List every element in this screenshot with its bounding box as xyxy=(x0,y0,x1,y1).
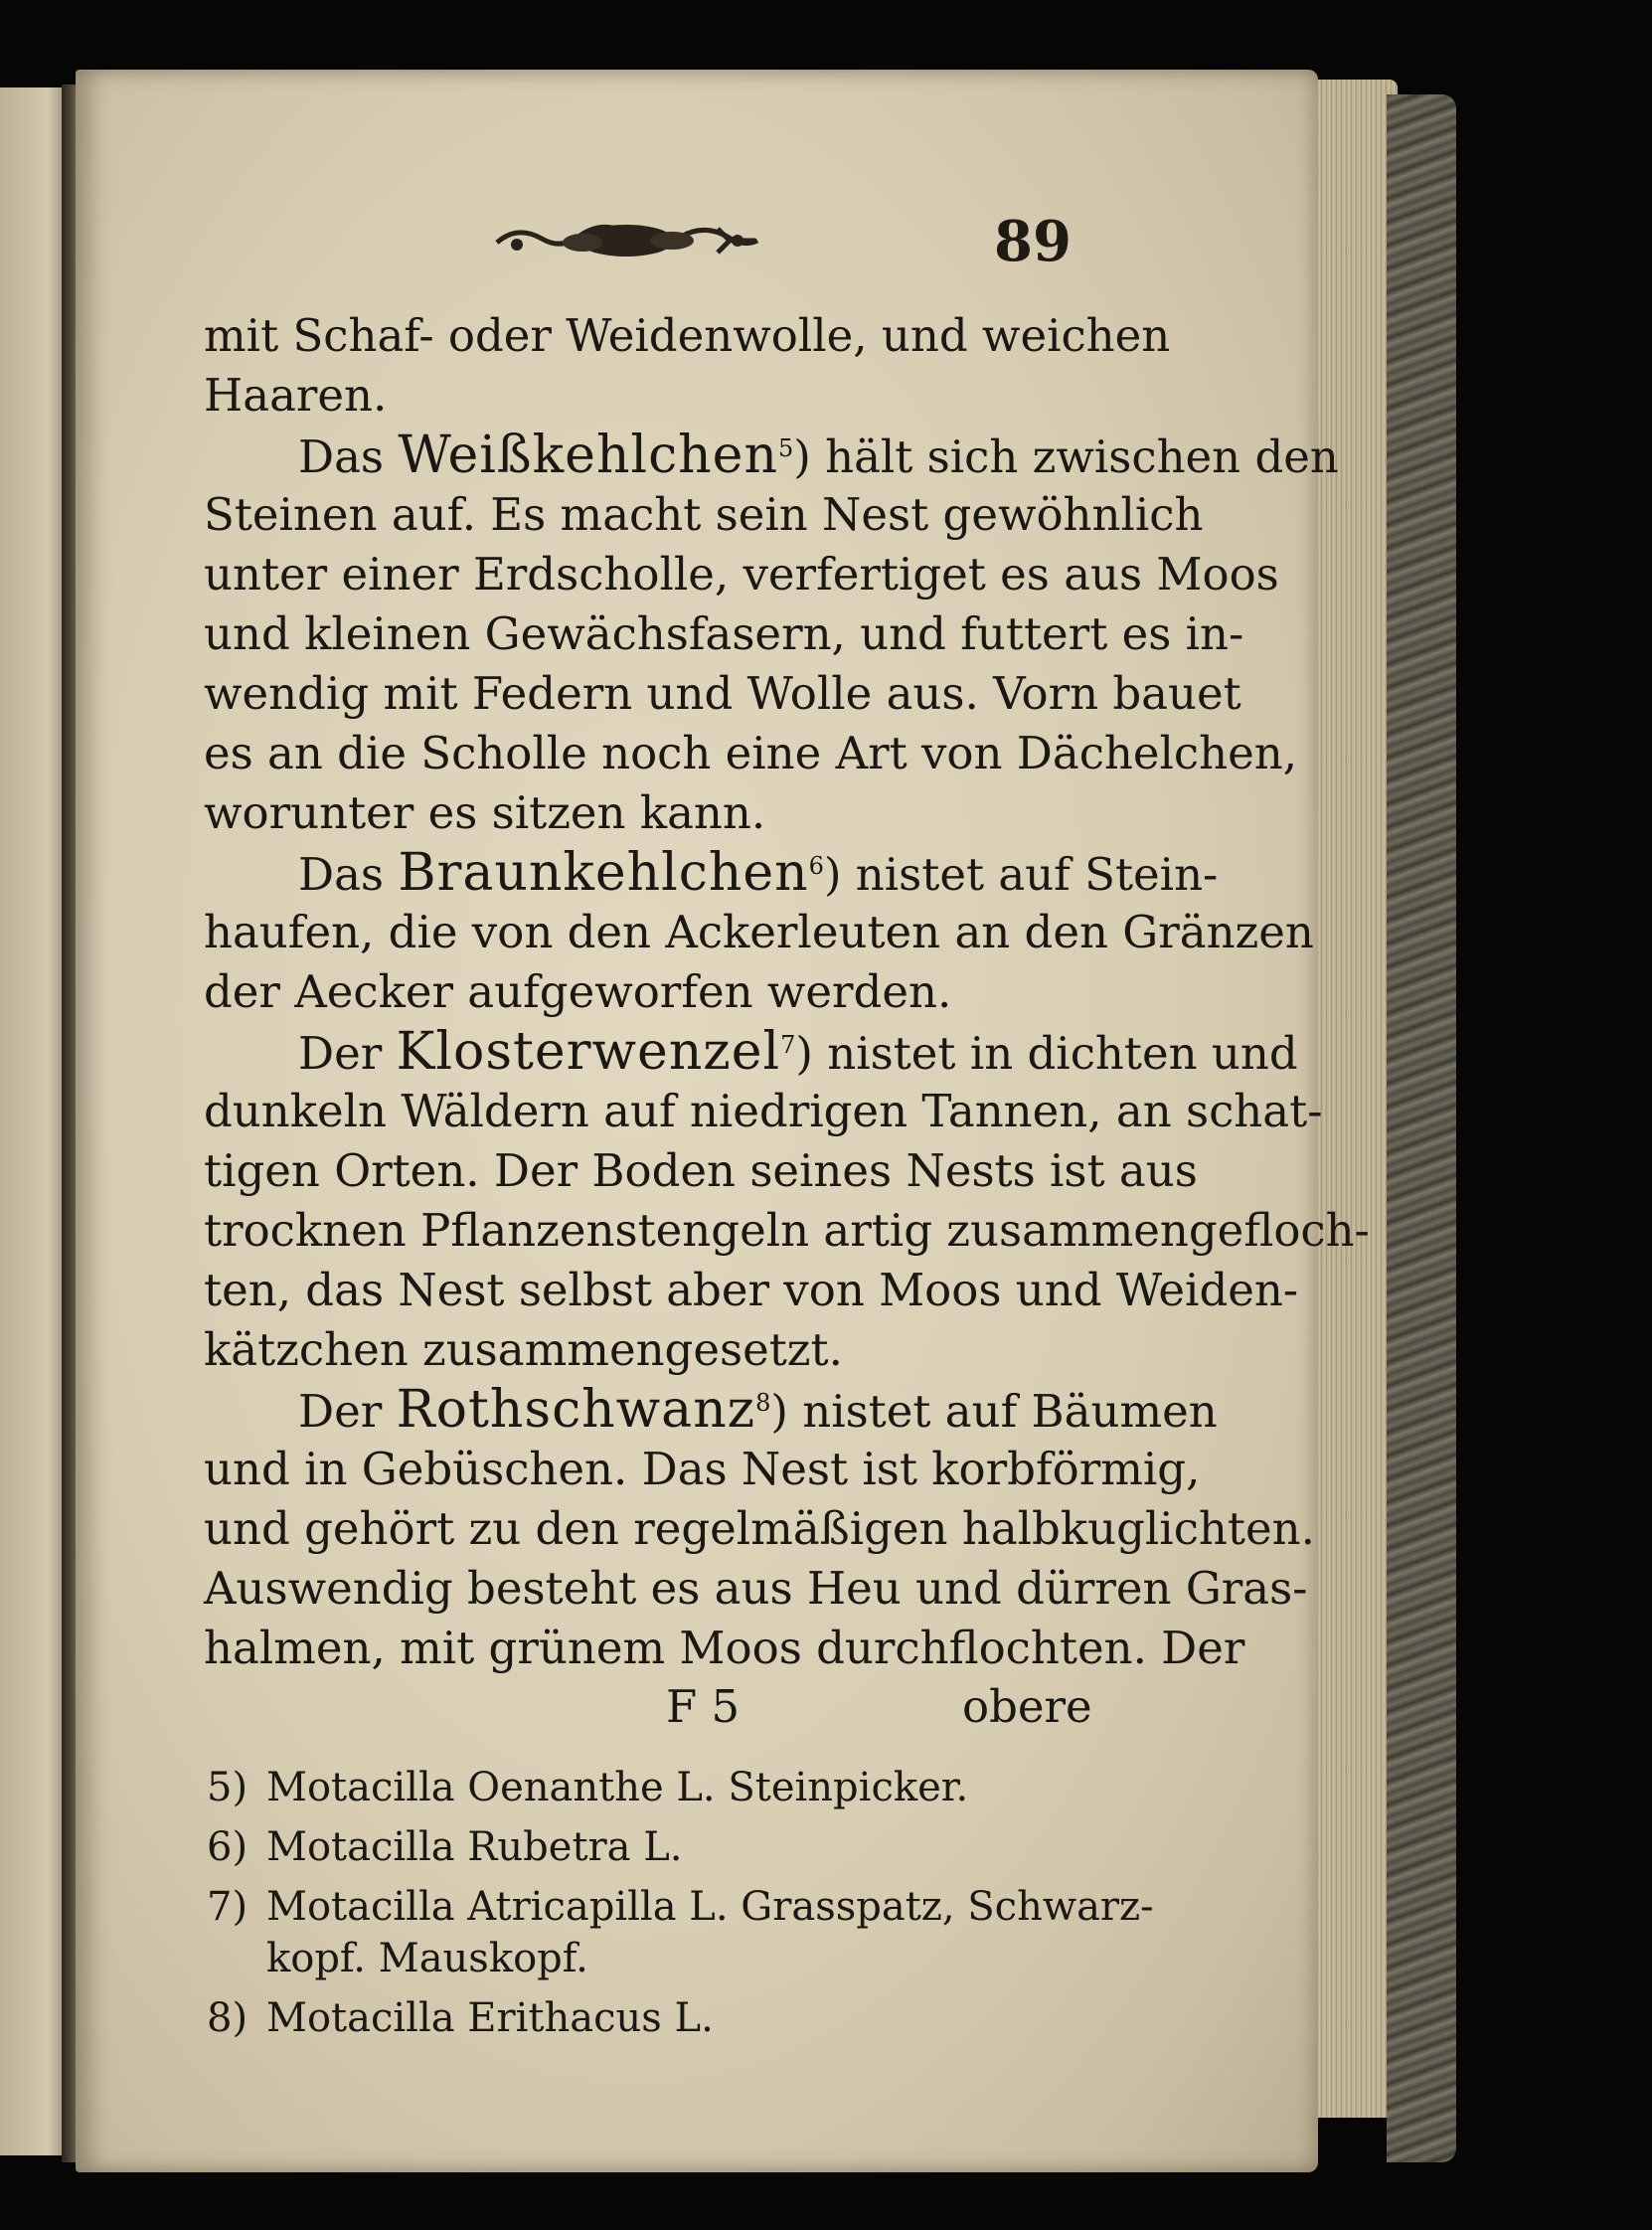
paragraph-weisskehlchen-lead: Das Weißkehlchen$^5$) hält sich zwischen den xyxy=(298,426,1339,485)
species-term: Klosterwenzel xyxy=(396,1022,781,1082)
text-line: unter einer Erdscholle, verfertiget es aus Moos xyxy=(204,548,1279,600)
text-line: und in Gebüschen. Das Nest ist korbförmig, xyxy=(204,1443,1201,1495)
paragraph-klosterwenzel-lead: Der Klosterwenzel$^7$) nistet in dichten und xyxy=(298,1022,1298,1082)
text-line: ten, das Nest selbst aber von Moos und Weiden- xyxy=(204,1264,1299,1316)
text-line: Auswendig besteht es aus Heu und dürren Gras- xyxy=(204,1562,1308,1615)
text-line: Haaren. xyxy=(204,369,388,422)
text-line: mit Schaf- oder Weidenwolle, und weichen xyxy=(204,309,1171,362)
text-line: und kleinen Gewächsfasern, und futtert es in- xyxy=(204,607,1244,660)
footnote-ref: 6 xyxy=(808,852,824,880)
paragraph-rothschwanz-lead: Der Rothschwanz$^8$) nistet auf Bäumen xyxy=(298,1380,1218,1440)
catchword: obere xyxy=(962,1680,1092,1733)
footnote-ref: 5 xyxy=(777,434,794,462)
text-line: es an die Scholle noch eine Art von Dächelchen, xyxy=(204,727,1298,779)
species-term: Rothschwanz xyxy=(396,1380,756,1440)
text-line: wendig mit Federn und Wolle aus. Vorn bauet xyxy=(204,667,1241,720)
text-line: dunkeln Wäldern auf niedrigen Tannen, an schat- xyxy=(204,1085,1323,1137)
text-line: Steinen auf. Es macht sein Nest gewöhnlich xyxy=(204,488,1204,541)
footnote-ref: 8 xyxy=(755,1389,771,1417)
footnote-item: 6) Motacilla Rubetra L. xyxy=(207,1824,683,1870)
text-line: trocknen Pflanzenstengeln artig zusammengefloch- xyxy=(204,1204,1370,1257)
footnote-continuation: kopf. Mauskopf. xyxy=(266,1936,588,1981)
paragraph-braunkehlchen-lead: Das Braunkehlchen$^6$) nistet auf Stein- xyxy=(298,843,1219,903)
text-line: der Aecker aufgeworfen werden. xyxy=(204,965,952,1018)
ornament-vignette-icon xyxy=(487,211,765,270)
text-line: worunter es sitzen kann. xyxy=(204,786,766,839)
footnote-item: 8) Motacilla Erithacus L. xyxy=(207,1995,714,2041)
text-line: kätzchen zusammengesetzt. xyxy=(204,1323,843,1376)
text-line: haufen, die von den Ackerleuten an den Gränzen xyxy=(204,906,1314,958)
footnote-ref: 7 xyxy=(780,1031,796,1059)
signature-mark: F 5 xyxy=(666,1680,741,1733)
page-number: 89 xyxy=(994,209,1072,274)
text-line-final: halmen, mit grünem Moos durchflochten. Der xyxy=(204,1622,1245,1674)
text-line: und gehört zu den regelmäßigen halbkuglichten. xyxy=(204,1502,1315,1555)
species-term: Weißkehlchen xyxy=(398,426,778,485)
text-line: tigen Orten. Der Boden seines Nests ist aus xyxy=(204,1144,1198,1197)
footnote-item: 7) Motacilla Atricapilla L. Grasspatz, Schwarz- xyxy=(207,1884,1154,1930)
species-term: Braunkehlchen xyxy=(398,843,809,903)
footnote-item: 5) Motacilla Oenanthe L. Steinpicker. xyxy=(207,1765,969,1810)
